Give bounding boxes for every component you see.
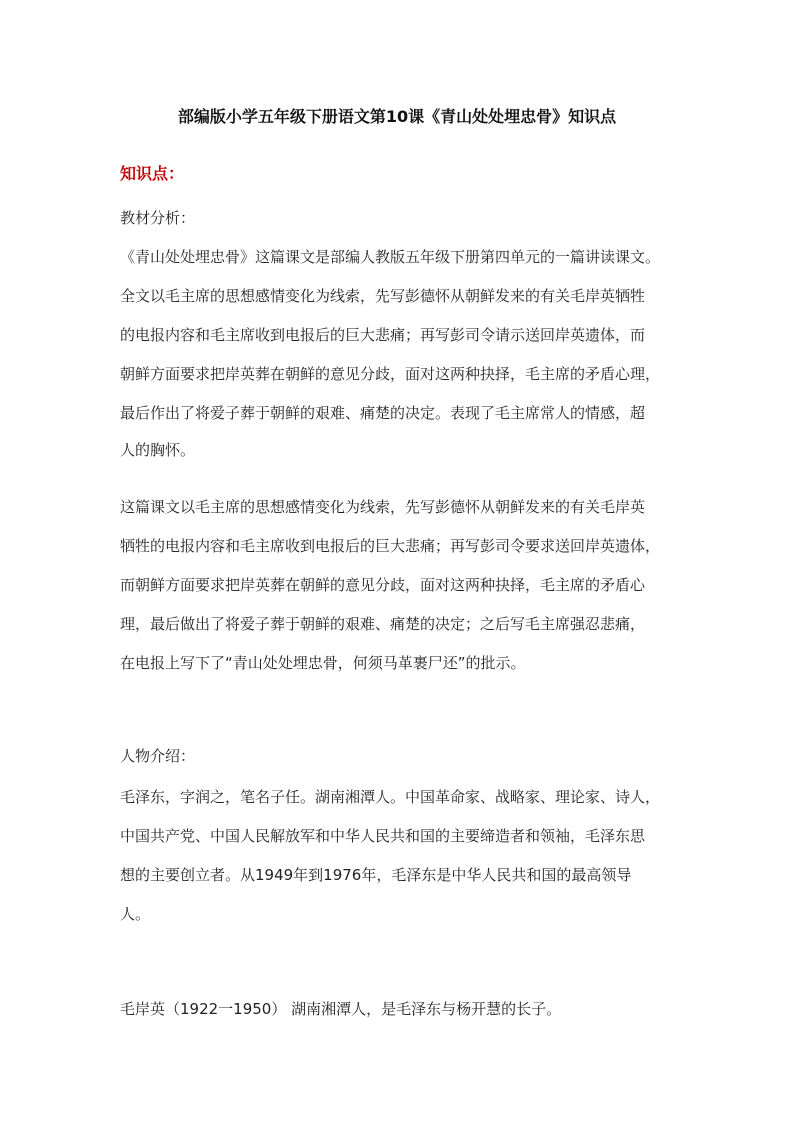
analysis-paragraph-1: [120, 238, 680, 467]
text-line: 《青山处处埋忠骨》这篇课文是部编人教版五年级下册第四单元的一篇讲读课文。: [120, 248, 661, 266]
text-line: 的电报内容和毛主席收到电报后的巨大悲痛；再写彭司令请示送回岸英遗体，而: [120, 326, 646, 344]
text-line: 牺牲的电报内容和毛主席收到电报后的巨大悲痛；再写彭司令要求送回岸英遗体，: [120, 537, 661, 555]
text-line: 朝鲜方面要求把岸英葬在朝鲜的意见分歧，面对这两种抉择，毛主席的矛盾心理，: [120, 365, 661, 383]
text-line: 在电报上写下了“青山处处埋忠骨，何须马革裹尸还”的批示。: [120, 654, 526, 672]
text-line: 毛岸英（1922一1950） 湖南湘潭人，是毛泽东与杨开慧的长子。: [120, 1000, 562, 1018]
analysis-label: 教材分析：: [120, 209, 196, 227]
people-paragraph-1: [120, 778, 680, 934]
people-label: 人物介绍：: [120, 747, 196, 765]
text-line: 人的胸怀。: [120, 441, 196, 459]
text-line: 全文以毛主席的思想感情变化为线索，先写彭德怀从朝鲜发来的有关毛岸英牺牲: [120, 287, 646, 305]
document-title: 部编版小学五年级下册语文第10课《青山处处埋忠骨》知识点: [177, 107, 617, 126]
text-line: 最后作出了将爱子葬于朝鲜的艰难、痛楚的决定。表现了毛主席常人的情感，超: [120, 404, 646, 422]
text-line: 想的主要创立者。从1949年到1976年，毛泽东是中华人民共和国的最高领导: [120, 866, 632, 884]
text-line: 这篇课文以毛主席的思想感情变化为线索，先写彭德怀从朝鲜发来的有关毛岸英: [120, 498, 646, 516]
people-paragraph-2: [120, 990, 680, 1029]
text-line: 而朝鲜方面要求把岸英葬在朝鲜的意见分歧，面对这两种抉择，毛主席的矛盾心: [120, 576, 646, 594]
text-line: 中国共产党、中国人民解放军和中华人民共和国的主要缔造者和领袖，毛泽东思: [120, 827, 646, 845]
text-line: 毛泽东，字润之，笔名子任。湖南湘潭人。中国革命家、战略家、理论家、诗人，: [120, 788, 661, 806]
knowledge-heading: 知识点：: [120, 164, 185, 183]
text-line: 理，最后做出了将爱子葬于朝鲜的艰难、痛楚的决定；之后写毛主席强忍悲痛，: [120, 615, 646, 633]
text-line: 人。: [120, 905, 151, 923]
analysis-paragraph-2: [120, 488, 680, 683]
